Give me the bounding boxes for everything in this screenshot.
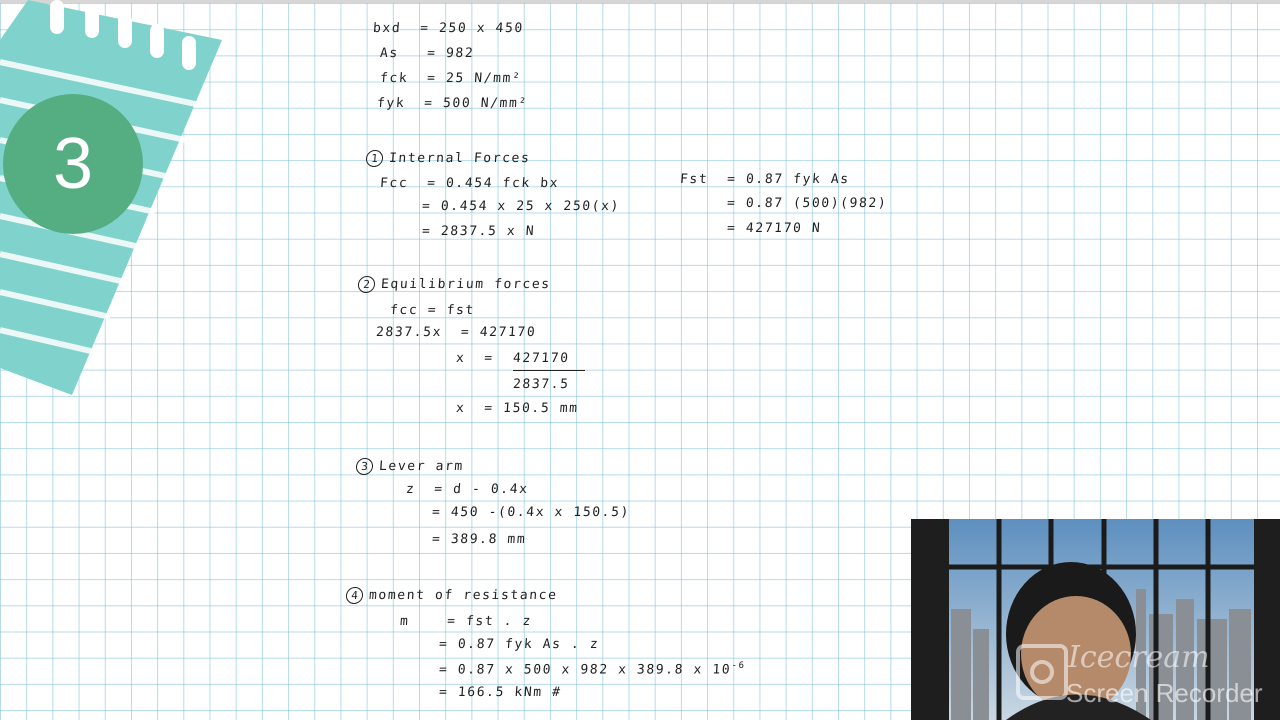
moment-line-3-text: = 0.87 x 500 x 982 x 389.8 x 10 xyxy=(438,662,732,678)
moment-result: = 166.5 kNm # xyxy=(438,685,563,700)
section-3-title: Lever arm xyxy=(378,459,465,474)
lever-arm-line-1: z = d - 0.4x xyxy=(405,482,530,497)
section-4-heading xyxy=(345,587,558,604)
moment-exponent: -6 xyxy=(731,661,746,671)
equilibrium-line-2: 2837.5x = 427170 xyxy=(375,325,537,340)
fst-line-3: = 427170 N xyxy=(726,221,822,236)
given-fck: fck = 25 N/mm² xyxy=(379,71,522,86)
section-1-heading xyxy=(365,150,531,167)
lever-arm-line-2: = 450 -(0.4x x 150.5) xyxy=(431,505,631,520)
section-4-title: moment of resistance xyxy=(368,588,559,603)
given-as: As = 982 xyxy=(379,46,475,61)
moment-line-3 xyxy=(438,661,745,677)
fcc-line-1: Fcc = 0.454 fck bx xyxy=(379,176,560,191)
equilibrium-result: x = 150.5 mm xyxy=(455,401,580,416)
step-number-badge: 3 xyxy=(3,94,143,234)
section-2-title: Equilibrium forces xyxy=(380,277,552,292)
recorder-brand: Icecream xyxy=(1068,640,1210,675)
section-4-number: 4 xyxy=(345,587,363,604)
fraction-denominator: 2837.5 xyxy=(512,377,571,392)
section-2-number: 2 xyxy=(357,276,375,293)
fst-line-1: Fst = 0.87 fyk As xyxy=(679,172,851,187)
moment-line-1: m = fst . z xyxy=(399,614,533,629)
equilibrium-line-1: fcc = fst xyxy=(389,303,476,318)
section-3-number: 3 xyxy=(355,458,373,475)
lever-arm-result: = 389.8 mm xyxy=(431,532,527,547)
fcc-line-3: = 2837.5 x N xyxy=(421,224,536,239)
given-fyk: fyk = 500 N/mm² xyxy=(376,96,529,111)
fraction-numerator: 427170 xyxy=(512,351,571,366)
recorder-product: Screen Recorder xyxy=(1066,678,1263,708)
section-2-heading xyxy=(357,276,551,293)
moment-line-2: = 0.87 fyk As . z xyxy=(438,637,600,652)
fst-line-2: = 0.87 (500)(982) xyxy=(726,196,888,211)
given-bxd: bxd = 250 x 450 xyxy=(372,21,525,36)
recorder-watermark xyxy=(1014,640,1280,720)
recorder-logo-icon xyxy=(1014,642,1070,702)
section-3-heading xyxy=(355,458,464,475)
fraction-bar xyxy=(513,370,585,371)
fcc-line-2: = 0.454 x 25 x 250(x) xyxy=(421,199,621,214)
section-1-title: Internal Forces xyxy=(388,151,531,166)
section-1-number: 1 xyxy=(365,150,383,167)
equilibrium-x-label: x = xyxy=(455,351,495,366)
